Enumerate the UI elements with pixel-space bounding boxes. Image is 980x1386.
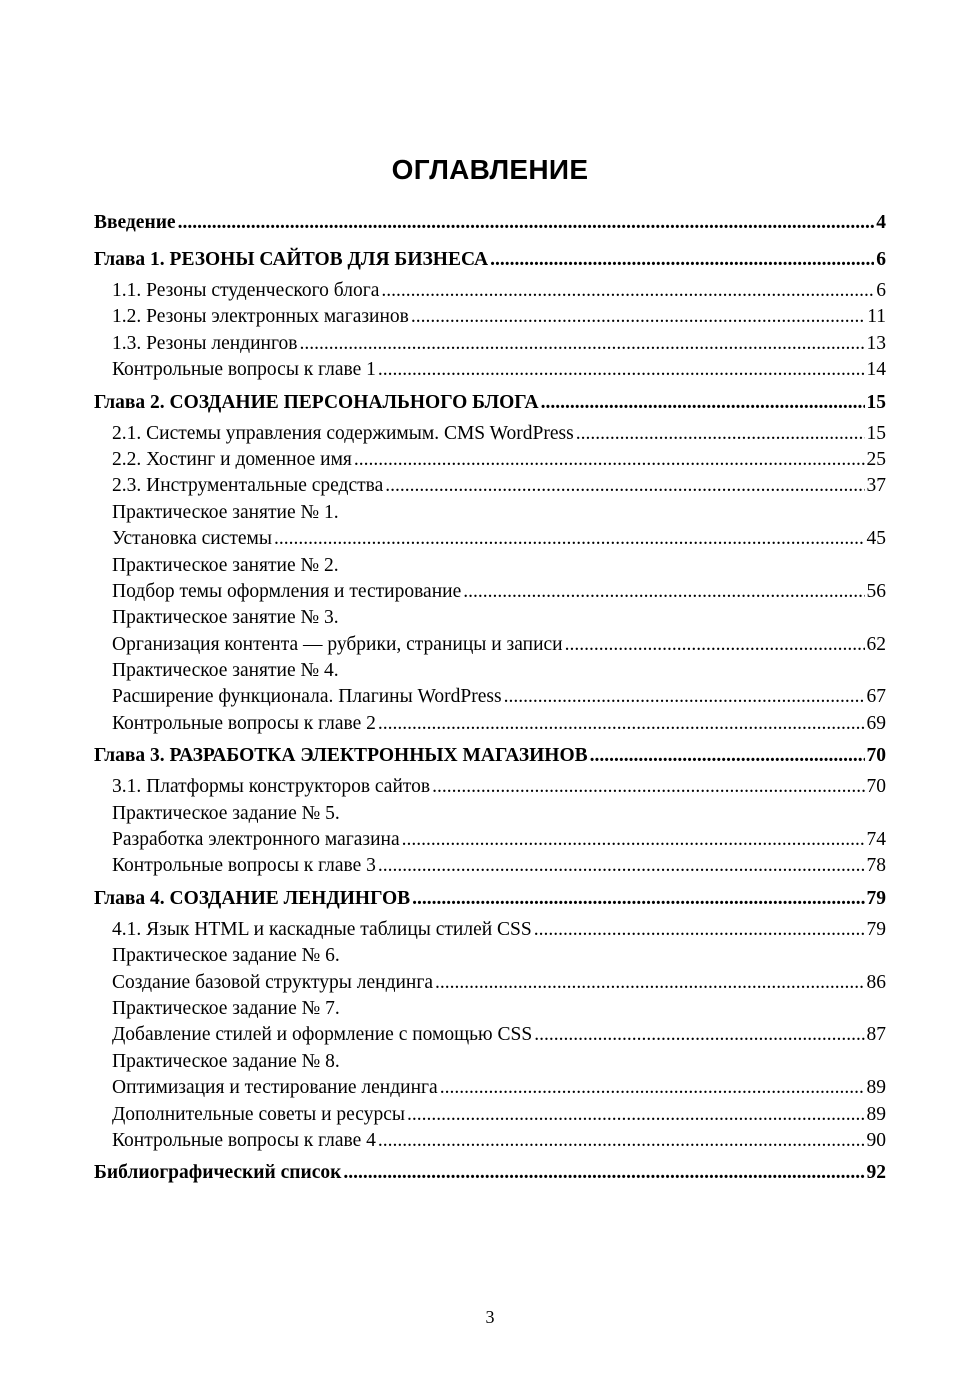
toc-entry-title: Глава 2. СОЗДАНИЕ ПЕРСОНАЛЬНОГО БЛОГА bbox=[94, 391, 539, 413]
dot-leader bbox=[343, 1154, 864, 1191]
toc-entry-page-number: 4 bbox=[876, 212, 886, 233]
toc-entry[interactable] bbox=[94, 917, 886, 943]
toc-entry[interactable] bbox=[94, 774, 886, 800]
toc-entry-title: Дополнительные советы и ресурсы bbox=[112, 1103, 405, 1125]
toc-entry-title: Глава 3. РАЗРАБОТКА ЭЛЕКТРОННЫХ МАГАЗИНОВ bbox=[94, 745, 588, 767]
dot-leader bbox=[378, 1128, 865, 1154]
dot-leader bbox=[378, 711, 865, 737]
toc-entry[interactable] bbox=[94, 801, 886, 827]
toc-entry[interactable] bbox=[94, 827, 886, 853]
dot-leader bbox=[178, 204, 875, 241]
toc-entry[interactable] bbox=[94, 632, 886, 658]
toc-entry-page-number: 67 bbox=[866, 686, 886, 708]
toc-entry-title: 3.1. Платформы конструкторов сайтов bbox=[112, 776, 431, 798]
table-of-contents bbox=[94, 204, 886, 1191]
page-title: ОГЛАВЛЕНИЕ bbox=[391, 154, 589, 185]
toc-entry[interactable] bbox=[94, 658, 886, 684]
dot-leader bbox=[407, 1102, 865, 1128]
toc-chapter-entry[interactable] bbox=[94, 204, 886, 241]
toc-entry-title: Библиографический список bbox=[94, 1162, 342, 1184]
dot-leader bbox=[402, 827, 865, 853]
toc-entry-page-number: 79 bbox=[866, 918, 886, 940]
toc-entry[interactable] bbox=[94, 1128, 886, 1154]
toc-entry-title: Организация контента — рубрики, страницы и записи bbox=[112, 633, 563, 655]
toc-entry-page-number: 89 bbox=[866, 1077, 886, 1099]
toc-entry-title: Расширение функционала. Плагины WordPress bbox=[112, 686, 502, 708]
toc-entry-page-number: 56 bbox=[866, 580, 886, 602]
toc-entry-title: Контрольные вопросы к главе 3 bbox=[112, 855, 376, 877]
toc-entry[interactable] bbox=[94, 278, 886, 304]
toc-chapter-entry[interactable] bbox=[94, 1154, 886, 1191]
toc-entry-title: Создание базовой структуры лендинга bbox=[112, 971, 434, 993]
dot-leader bbox=[432, 774, 864, 800]
dot-leader bbox=[299, 331, 864, 357]
toc-entry[interactable] bbox=[94, 331, 886, 357]
toc-entry[interactable] bbox=[94, 1049, 886, 1075]
toc-entry[interactable] bbox=[94, 970, 886, 996]
toc-entry-page-number: 79 bbox=[866, 887, 886, 909]
dot-leader bbox=[565, 632, 865, 658]
dot-leader bbox=[378, 853, 865, 879]
toc-entry[interactable] bbox=[94, 357, 886, 383]
toc-entry-page-number: 6 bbox=[876, 280, 886, 301]
toc-entry-page-number: 11 bbox=[867, 306, 886, 328]
toc-entry[interactable] bbox=[94, 996, 886, 1022]
dot-leader bbox=[274, 526, 865, 552]
toc-entry-page-number: 87 bbox=[866, 1024, 886, 1046]
dot-leader bbox=[354, 447, 865, 473]
toc-entry[interactable] bbox=[94, 526, 886, 552]
toc-entry-page-number: 92 bbox=[866, 1162, 886, 1184]
toc-entry-page-number: 37 bbox=[866, 475, 886, 497]
dot-leader bbox=[490, 241, 874, 278]
toc-entry-title: Оптимизация и тестирование лендинга bbox=[112, 1077, 438, 1099]
toc-entry-title: 2.1. Системы управления содержимым. CMS WordPress bbox=[112, 422, 574, 444]
toc-entry-page-number: 14 bbox=[866, 359, 886, 381]
toc-entry-title: Глава 1. РЕЗОНЫ САЙТОВ ДЛЯ БИЗНЕСА bbox=[94, 249, 489, 270]
toc-entry-title: Контрольные вопросы к главе 1 bbox=[112, 359, 376, 381]
toc-entry[interactable] bbox=[94, 1102, 886, 1128]
toc-entry-page-number: 62 bbox=[866, 633, 886, 655]
toc-entry[interactable] bbox=[94, 421, 886, 447]
dot-leader bbox=[541, 384, 865, 421]
toc-entry-page-number: 74 bbox=[866, 829, 886, 851]
toc-entry[interactable] bbox=[94, 1075, 886, 1101]
toc-entry[interactable] bbox=[94, 500, 886, 526]
toc-entry-title: 2.3. Инструментальные средства bbox=[112, 475, 384, 497]
toc-entry-title: Практическое занятие № 2. bbox=[112, 554, 339, 576]
dot-leader bbox=[534, 917, 865, 943]
toc-entry-title: Введение bbox=[94, 212, 176, 233]
toc-entry-title: Добавление стилей и оформление с помощью CSS bbox=[112, 1024, 533, 1046]
toc-entry-page-number: 90 bbox=[866, 1129, 886, 1151]
toc-entry-title: Контрольные вопросы к главе 4 bbox=[112, 1129, 376, 1151]
toc-entry-title: Практическое задание № 6. bbox=[112, 945, 340, 967]
toc-entry-page-number: 6 bbox=[876, 249, 886, 270]
toc-chapter-entry[interactable] bbox=[94, 241, 886, 278]
toc-entry-page-number: 70 bbox=[866, 745, 886, 767]
toc-entry[interactable] bbox=[94, 1022, 886, 1048]
toc-entry-page-number: 15 bbox=[866, 422, 886, 444]
toc-entry-page-number: 86 bbox=[866, 971, 886, 993]
toc-entry-page-number: 69 bbox=[866, 712, 886, 734]
toc-entry-title: Глава 4. СОЗДАНИЕ ЛЕНДИНГОВ bbox=[94, 887, 411, 909]
toc-chapter-entry[interactable] bbox=[94, 737, 886, 774]
toc-entry-title: Практическое задание № 7. bbox=[112, 997, 340, 1019]
dot-leader bbox=[378, 357, 865, 383]
toc-entry[interactable] bbox=[94, 853, 886, 879]
toc-entry-title: 1.1. Резоны студенческого блога bbox=[112, 280, 380, 301]
dot-leader bbox=[440, 1075, 865, 1101]
toc-entry-page-number: 15 bbox=[866, 391, 886, 413]
page-number: 3 bbox=[485, 1307, 495, 1327]
toc-entry-title: 2.2. Хостинг и доменное имя bbox=[112, 448, 352, 470]
toc-entry-title: Разработка электронного магазина bbox=[112, 829, 400, 851]
dot-leader bbox=[576, 421, 865, 447]
toc-entry[interactable] bbox=[94, 711, 886, 737]
dot-leader bbox=[534, 1022, 864, 1048]
toc-entry[interactable] bbox=[94, 579, 886, 605]
dot-leader bbox=[590, 737, 865, 774]
toc-entry-title: 1.2. Резоны электронных магазинов bbox=[112, 306, 409, 328]
toc-entry-page-number: 89 bbox=[866, 1103, 886, 1125]
dot-leader bbox=[411, 304, 865, 330]
toc-entry-page-number: 78 bbox=[866, 855, 886, 877]
toc-entry-title: Контрольные вопросы к главе 2 bbox=[112, 712, 376, 734]
toc-entry-title: Практическое задание № 8. bbox=[112, 1050, 340, 1072]
dot-leader bbox=[412, 880, 864, 917]
toc-entry-title: Практическое занятие № 3. bbox=[112, 607, 339, 629]
toc-entry-title: 4.1. Язык HTML и каскадные таблицы стилей CSS bbox=[112, 918, 532, 940]
toc-chapter-entry[interactable] bbox=[94, 384, 886, 421]
toc-entry[interactable] bbox=[94, 553, 886, 579]
toc-entry-title: Подбор темы оформления и тестирование bbox=[112, 580, 462, 602]
toc-entry[interactable] bbox=[94, 943, 886, 969]
dot-leader bbox=[381, 278, 874, 304]
dot-leader bbox=[385, 473, 864, 499]
toc-entry-page-number: 13 bbox=[866, 332, 886, 354]
toc-entry-title: Практическое задание № 5. bbox=[112, 802, 340, 824]
dot-leader bbox=[435, 970, 864, 996]
toc-entry[interactable] bbox=[94, 684, 886, 710]
toc-entry-title: Практическое занятие № 4. bbox=[112, 660, 339, 682]
toc-entry[interactable] bbox=[94, 605, 886, 631]
dot-leader bbox=[504, 684, 865, 710]
toc-entry-page-number: 70 bbox=[866, 776, 886, 798]
toc-entry-title: Практическое занятие № 1. bbox=[112, 501, 339, 523]
toc-entry[interactable] bbox=[94, 304, 886, 330]
toc-entry[interactable] bbox=[94, 473, 886, 499]
toc-entry-page-number: 25 bbox=[866, 448, 886, 470]
toc-entry-title: Установка системы bbox=[112, 528, 272, 550]
toc-chapter-entry[interactable] bbox=[94, 880, 886, 917]
toc-entry[interactable] bbox=[94, 447, 886, 473]
toc-entry-title: 1.3. Резоны лендингов bbox=[112, 332, 298, 354]
toc-entry-page-number: 45 bbox=[866, 528, 886, 550]
dot-leader bbox=[463, 579, 864, 605]
